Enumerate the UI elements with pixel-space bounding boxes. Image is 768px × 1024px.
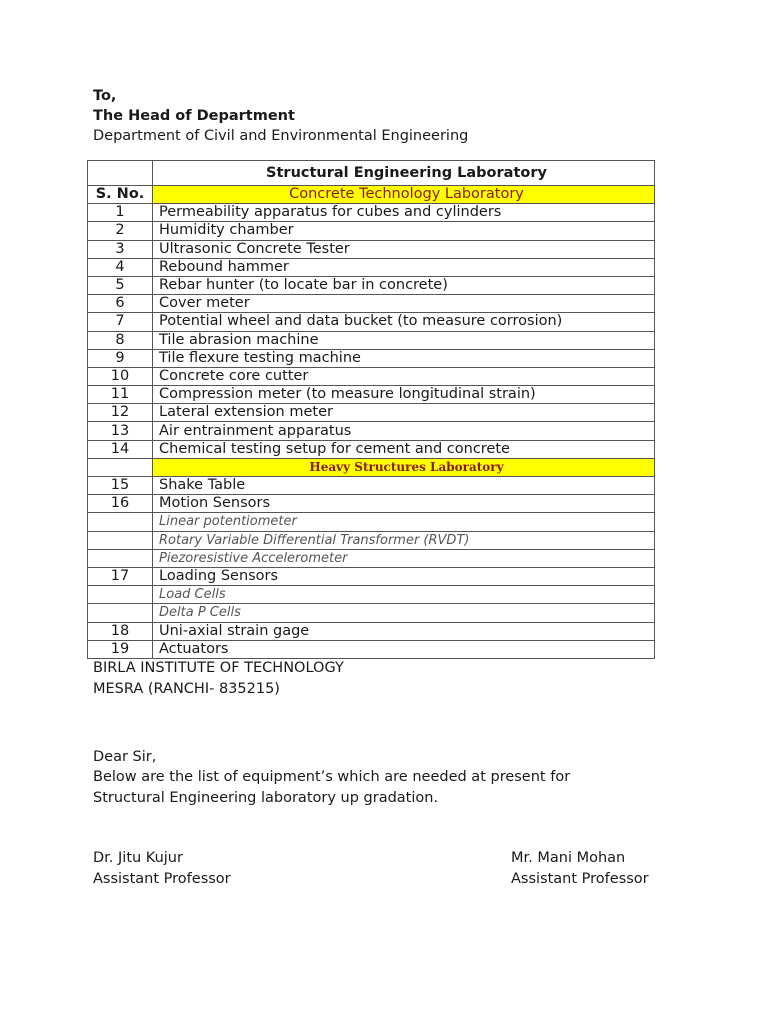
table-row [88, 622, 655, 640]
serial-number [88, 586, 153, 604]
body-text-line-2: Structural Engineering laboratory up gradation. [93, 790, 439, 806]
serial-number [88, 513, 153, 531]
table-title-row [88, 161, 655, 186]
serial-number: 7 [88, 313, 153, 331]
serial-number: 10 [88, 367, 153, 385]
table-row [88, 386, 655, 404]
equipment-name: Humidity chamber [153, 222, 655, 240]
table-row [88, 240, 655, 258]
equipment-name: Rotary Variable Differential Transformer (RVDT) [153, 531, 655, 549]
institute-name: BIRLA INSTITUTE OF TECHNOLOGY [93, 660, 344, 676]
equipment-name: Lateral extension meter [153, 404, 655, 422]
table-row [88, 349, 655, 367]
table-section-row [88, 458, 655, 476]
equipment-name: Compression meter (to measure longitudinal strain) [153, 386, 655, 404]
serial-number: 5 [88, 276, 153, 294]
table-row [88, 367, 655, 385]
table-row [88, 586, 655, 604]
table-row [88, 549, 655, 567]
equipment-name: Loading Sensors [153, 567, 655, 585]
serial-number [88, 604, 153, 622]
equipment-name: Uni-axial strain gage [153, 622, 655, 640]
equipment-name: Tile flexure testing machine [153, 349, 655, 367]
table-row [88, 640, 655, 658]
recipient: The Head of Department [93, 108, 295, 124]
table-row [88, 276, 655, 294]
section-concrete-technology: Concrete Technology Laboratory [153, 186, 655, 204]
body-text-line-1: Below are the list of equipment’s which are needed at present for [93, 769, 571, 785]
serial-number: 1 [88, 204, 153, 222]
equipment-name: Delta P Cells [153, 604, 655, 622]
equipment-name: Piezoresistive Accelerometer [153, 549, 655, 567]
equipment-table-container [87, 160, 655, 659]
equipment-name: Permeability apparatus for cubes and cylinders [153, 204, 655, 222]
serial-number: 6 [88, 295, 153, 313]
table-row [88, 222, 655, 240]
sno-header: S. No. [88, 186, 153, 204]
serial-number: 16 [88, 495, 153, 513]
addressee-to: To, [93, 88, 117, 104]
equipment-name: Potential wheel and data bucket (to measure corrosion) [153, 313, 655, 331]
serial-number: 8 [88, 331, 153, 349]
table-row [88, 567, 655, 585]
serial-number: 17 [88, 567, 153, 585]
serial-number: 12 [88, 404, 153, 422]
serial-number: 15 [88, 477, 153, 495]
equipment-name: Concrete core cutter [153, 367, 655, 385]
signatory-2-title: Assistant Professor [511, 871, 649, 887]
equipment-name: Air entrainment apparatus [153, 422, 655, 440]
table-row [88, 477, 655, 495]
serial-number [88, 531, 153, 549]
equipment-name: Tile abrasion machine [153, 331, 655, 349]
section-heavy-structures: Heavy Structures Laboratory [153, 458, 655, 476]
table-row [88, 295, 655, 313]
table-row [88, 495, 655, 513]
equipment-name: Ultrasonic Concrete Tester [153, 240, 655, 258]
salutation: Dear Sir, [93, 749, 157, 765]
table-row [88, 440, 655, 458]
blank-cell [88, 458, 153, 476]
equipment-name: Rebound hammer [153, 258, 655, 276]
table-row [88, 331, 655, 349]
serial-number [88, 549, 153, 567]
table-row [88, 258, 655, 276]
department: Department of Civil and Environmental Engineering [93, 128, 469, 144]
serial-number: 9 [88, 349, 153, 367]
serial-number: 3 [88, 240, 153, 258]
serial-number: 18 [88, 622, 153, 640]
table-row [88, 313, 655, 331]
table-row [88, 204, 655, 222]
serial-number: 2 [88, 222, 153, 240]
signatory-2-name: Mr. Mani Mohan [511, 850, 626, 866]
equipment-name: Chemical testing setup for cement and concrete [153, 440, 655, 458]
table-row [88, 604, 655, 622]
equipment-name: Linear potentiometer [153, 513, 655, 531]
institute-address: MESRA (RANCHI- 835215) [93, 681, 280, 697]
signatory-1-name: Dr. Jitu Kujur [93, 850, 183, 866]
equipment-name: Load Cells [153, 586, 655, 604]
table-row [88, 513, 655, 531]
equipment-name: Rebar hunter (to locate bar in concrete) [153, 276, 655, 294]
serial-number: 13 [88, 422, 153, 440]
equipment-name: Actuators [153, 640, 655, 658]
serial-number: 14 [88, 440, 153, 458]
equipment-name: Motion Sensors [153, 495, 655, 513]
equipment-name: Cover meter [153, 295, 655, 313]
table-row [88, 422, 655, 440]
table-row [88, 404, 655, 422]
serial-number: 19 [88, 640, 153, 658]
table-title: Structural Engineering Laboratory [153, 161, 655, 186]
equipment-table [87, 160, 655, 659]
blank-cell [88, 161, 153, 186]
table-row [88, 531, 655, 549]
serial-number: 4 [88, 258, 153, 276]
equipment-name: Shake Table [153, 477, 655, 495]
serial-number: 11 [88, 386, 153, 404]
signatory-1-title: Assistant Professor [93, 871, 231, 887]
table-section-row [88, 186, 655, 204]
